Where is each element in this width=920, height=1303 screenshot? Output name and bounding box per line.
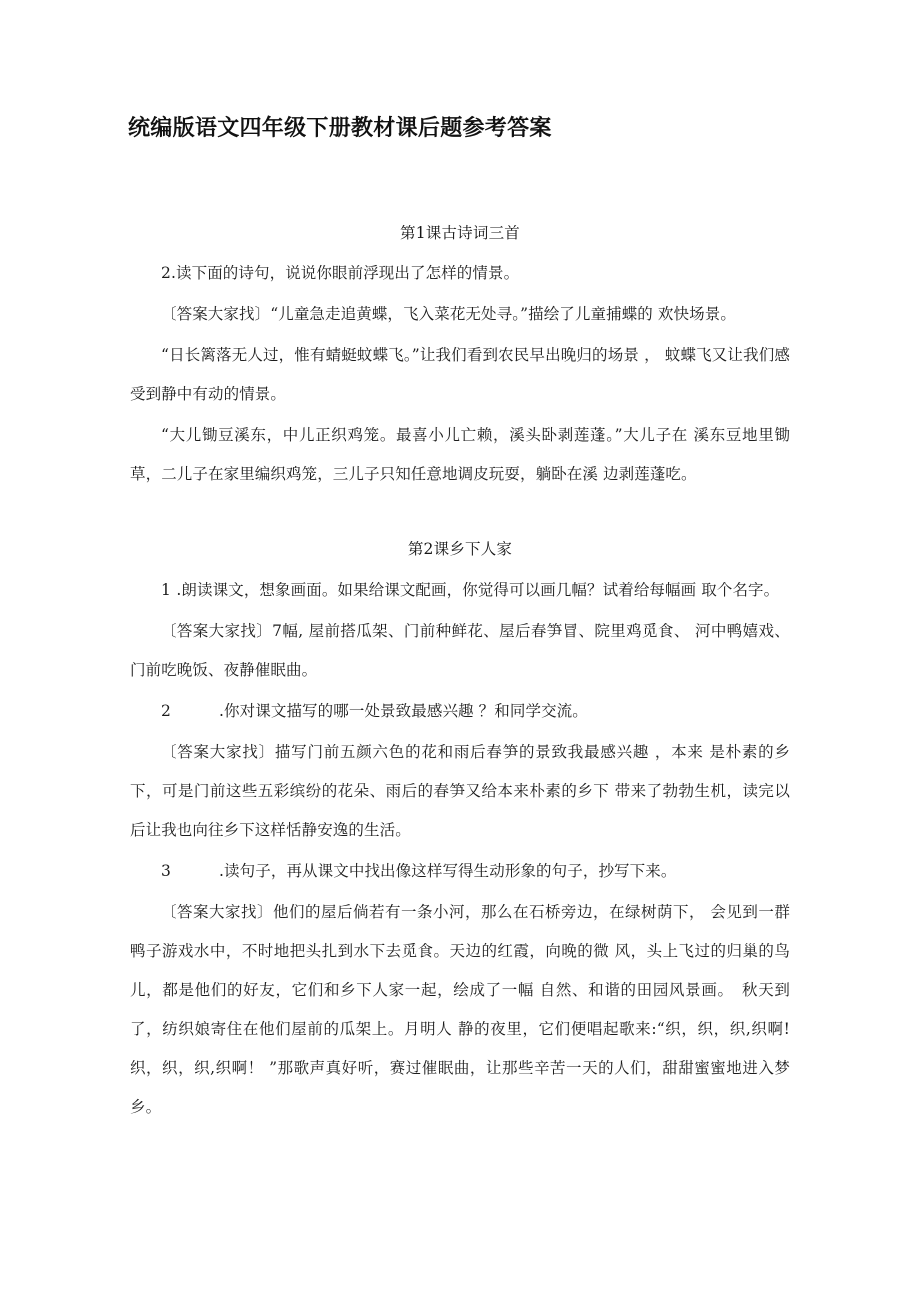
answer-text: “大儿锄豆溪东，中儿正织鸡笼。最喜小儿亡赖，溪头卧剥莲蓬。”大儿子在 溪东豆地里锄草，二儿子在家里编织鸡笼，三儿子只知任意地调皮玩耍，躺卧在溪 边剥莲蓬吃。 — [130, 426, 790, 484]
question-dot: . — [219, 861, 225, 880]
answer-text: “儿童急走追黄蝶，飞入菜花无处寻。”描绘了儿童捕蝶的 欢快场景。 — [270, 305, 736, 324]
section-heading: 第1课古诗词三首 — [400, 224, 520, 242]
answer-item — [130, 612, 790, 690]
question-text: 读下面的诗句，说说你眼前浮现出了怎样的情景。 — [176, 264, 520, 283]
answer-item — [130, 733, 790, 850]
question-text: 朗读课文，想象画面。如果给课文配画，你觉得可以画几幅？试着给每幅画 取个名字。 — [181, 580, 780, 599]
answer-label: 〔答案大家找〕 — [161, 621, 273, 640]
answer-item — [130, 295, 790, 334]
answer-label: 〔答案大家找〕 — [161, 305, 271, 324]
section-heading: 第2课乡下人家 — [407, 540, 513, 559]
answer-text: 7幅, 屋前搭瓜架、门前种鲜花、屋后春笋冒、院里鸡觅食、 河中鸭嬉戏、门前吃晚饭、夜静催眠曲。 — [130, 621, 790, 679]
question-item — [130, 571, 790, 610]
question-item — [130, 692, 790, 731]
section-lesson-1 — [130, 222, 790, 494]
question-dot: . — [176, 580, 182, 599]
question-dot: . — [219, 701, 225, 720]
question-number: 1 — [161, 580, 171, 599]
document-body — [130, 222, 790, 1129]
question-number: 2. — [161, 264, 176, 283]
page-title: 统编版语文四年级下册教材课后题参考答案 — [128, 115, 552, 141]
question-number: 2 — [161, 701, 171, 720]
section-lesson-2 — [130, 538, 790, 1126]
answer-label: 〔答案大家找〕 — [161, 742, 275, 761]
question-number: 3 — [161, 861, 171, 880]
answer-label: 〔答案大家找〕 — [161, 902, 273, 921]
answer-text: 他们的屋后倘若有一条小河，那么在石桥旁边，在绿树荫下， 会见到一群鸭子游戏水中，不时地把头扎到水下去觅食。天边的红霞，向晚的微 风，头上飞过的归巢的鸟儿，都是他们的好友，它们和乡下人家一起，绘成了一幅 自然、和谐的田园风景画。 秋天到了，纺织娘寄住在他们屋前的瓜架上。月明人 静的夜里，它们便唱起歌来:“织，织，织,织啊!织，织，织,织啊！ ”那歌声真好听，赛过催眠曲，让那些辛苦一天的人们，甜甜蜜蜜地进入梦乡。 — [130, 902, 790, 1116]
answer-text: 描写门前五颜六色的花和雨后春笋的景致我最感兴趣 ，本来 是朴素的乡下，可是门前这些五彩缤纷的花朵、雨后的春笋又给本来朴素的乡下 带来了勃勃生机，读完以后让我也向往乡下这样恬静安逸的生活。 — [130, 742, 791, 839]
question-item — [130, 852, 790, 891]
answer-item — [130, 416, 790, 494]
answer-item — [130, 893, 790, 1127]
question-text: 你对课文描写的哪一处景致最感兴趣 ？和同学交流。 — [224, 701, 588, 720]
question-item — [130, 254, 790, 293]
answer-text: “日长篱落无人过，惟有蜻蜓蚊蝶飞。”让我们看到农民早出晚归的场景 ， 蚊蝶飞又让我们感受到静中有动的情景。 — [130, 346, 790, 404]
answer-item — [130, 336, 790, 414]
question-text: 读句子，再从课文中找出像这样写得生动形象的句子，抄写下来。 — [224, 861, 677, 880]
